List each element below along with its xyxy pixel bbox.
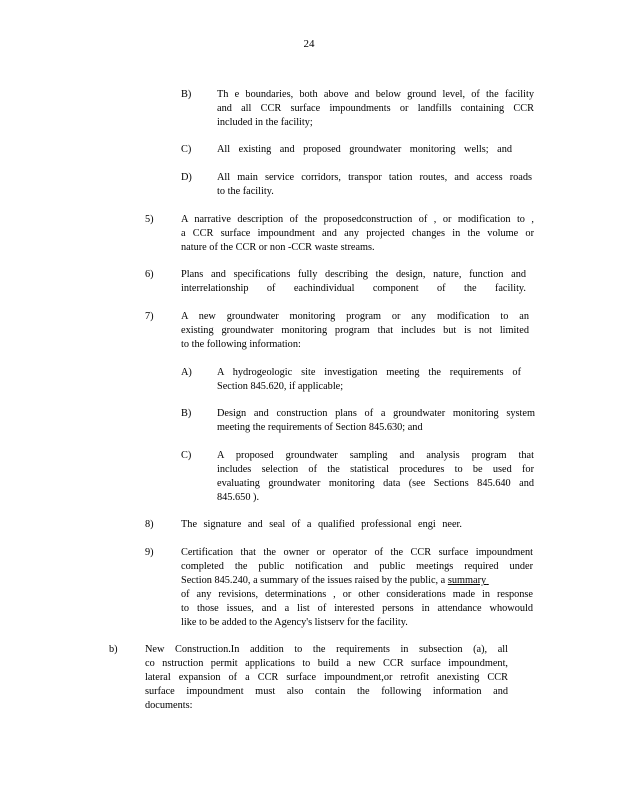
item-text: New Construction.In addition to the requirements in subsection (a), all co nstruction permit applications to build a new CCR surface impoundment, lateral expansion of a CCR surface impoundment,or retrofit anexisting CCR surface impoundment must also contain the following information and documents: [145, 644, 508, 711]
item-text: Certification that the owner or operator of the CCR surface impoundment completed the public notification and public meetings required under Section 845.240, a summary of the issues raised by the public, a summary of any revisions, determinations , or other considerations made in response to those issues, and a list of interested persons in attendance whowould like to be added to the Agency's listserv for the facility. [181, 547, 533, 628]
item-label: C) [181, 144, 192, 155]
item-text: All main service corridors, transpor tation routes, and access roads to the facility. [217, 172, 532, 197]
item-label: D) [181, 172, 192, 183]
item-label: 6) [145, 269, 154, 280]
item-label: A) [181, 367, 192, 378]
item-label: 8) [145, 519, 154, 530]
item-text: The signature and seal of a qualified professional engi neer. [181, 519, 462, 530]
item-label: 7) [145, 311, 154, 322]
item-text: Th e boundaries, both above and below ground level, of the facility and all CCR surface impoundments or landfills containing CCR included in the facility; [217, 89, 534, 128]
item-text: Plans and specifications fully describing the design, nature, function and interrelationship of eachindividual component of the facility. [181, 269, 526, 294]
item-text: A hydrogeologic site investigation meeting the requirements of Section 845.620, if applicable; [217, 367, 521, 392]
item-text: All existing and proposed groundwater monitoring wells; and [217, 144, 512, 155]
item-text: A proposed groundwater sampling and analysis program that includes selection of the statistical procedures to be used for evaluating groundwater monitoring data (see Sections 845.640 and 845.650 ). [217, 450, 534, 503]
underlined-summary: summary [447, 575, 487, 586]
item-label: B) [181, 89, 192, 100]
item-label: 9) [145, 547, 154, 558]
page-number: 24 [303, 38, 315, 50]
item-text: Design and construction plans of a groundwater monitoring system meeting the requirements of Section 845.630; and [217, 408, 535, 433]
item-label: 5) [145, 214, 154, 225]
item-label: B) [181, 408, 192, 419]
item-label: C) [181, 450, 192, 461]
item-label: b) [109, 644, 118, 655]
item-text: A new groundwater monitoring program or any modification to an existing groundwater monitoring program that includes but is not limited to the following information: [181, 311, 529, 350]
item-text: A narrative description of the proposedconstruction of , or modification to , a CCR surface impoundment and any projected changes in the volume or nature of the CCR or non -CCR waste streams. [181, 214, 534, 253]
